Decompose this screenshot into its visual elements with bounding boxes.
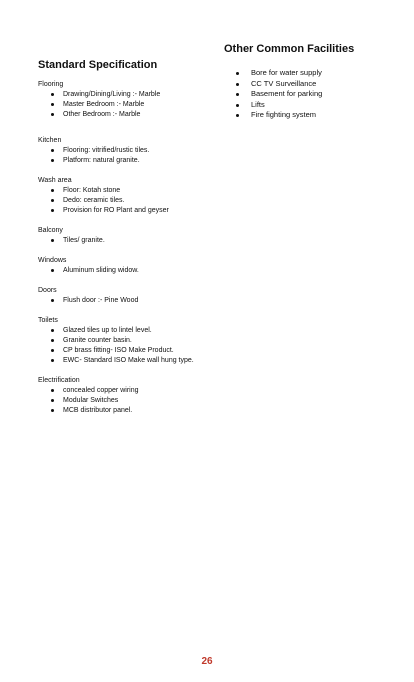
bullet-icon — [51, 113, 54, 116]
item-text: CP brass fitting- ISO Make Product. — [63, 347, 174, 354]
item-text: Glazed tiles up to lintel level. — [63, 327, 152, 334]
list-item — [38, 90, 228, 100]
list-item — [38, 110, 228, 120]
bullet-icon — [236, 114, 239, 117]
item-text: Flush door :- Pine Wood — [63, 297, 139, 304]
section-items — [38, 146, 228, 166]
section-items — [38, 90, 228, 120]
item-text: Dedo: ceramic tiles. — [63, 197, 125, 204]
section-doors — [38, 286, 228, 306]
other-common-facilities-heading: Other Common Facilities — [224, 43, 355, 55]
bullet-icon — [51, 239, 54, 242]
list-item — [38, 356, 228, 366]
facility-item — [224, 89, 394, 100]
item-text: Flooring: vitrified/rustic tiles. — [63, 147, 150, 154]
section-balcony — [38, 226, 228, 246]
list-item — [38, 296, 228, 306]
facility-text: Fire fighting system — [251, 110, 317, 120]
section-electrification — [38, 376, 228, 416]
item-text: Tiles/ granite. — [63, 237, 105, 244]
bullet-icon — [51, 189, 54, 192]
item-text: Platform: natural granite. — [63, 157, 140, 164]
list-item — [38, 406, 228, 416]
item-text: Other Bedroom :- Marble — [63, 111, 141, 118]
item-text: MCB distributor panel. — [63, 407, 133, 414]
section-flooring — [38, 80, 228, 120]
section-items — [38, 296, 228, 306]
bullet-icon — [51, 399, 54, 402]
section-title: Doors — [38, 287, 57, 294]
section-items — [38, 186, 228, 216]
bullet-icon — [51, 159, 54, 162]
bullet-icon — [51, 409, 54, 412]
item-text: EWC- Standard ISO Make wall hung type. — [63, 357, 194, 364]
section-windows — [38, 256, 228, 276]
item-text: Master Bedroom :- Marble — [63, 101, 145, 108]
list-item — [38, 196, 228, 206]
facility-text: CC TV Surveillance — [251, 78, 317, 88]
item-text: Granite counter basin. — [63, 337, 132, 344]
bullet-icon — [51, 103, 54, 106]
bullet-icon — [51, 389, 54, 392]
facility-text: Bore for water supply — [251, 68, 322, 77]
list-item — [38, 336, 228, 346]
section-items — [38, 236, 228, 246]
section-title: Toilets — [38, 317, 58, 324]
bullet-icon — [236, 104, 239, 107]
bullet-icon — [51, 93, 54, 96]
facility-item — [224, 68, 394, 79]
list-item — [38, 100, 228, 110]
list-item — [38, 206, 228, 216]
bullet-icon — [51, 329, 54, 332]
bullet-icon — [51, 349, 54, 352]
section-title: Balcony — [38, 227, 63, 234]
bullet-icon — [236, 93, 239, 96]
item-text: Floor: Kotah stone — [63, 187, 121, 194]
item-text: Provision for RO Plant and geyser — [63, 207, 169, 214]
section-title: Kitchen — [38, 137, 62, 144]
item-text: Modular Switches — [63, 397, 119, 404]
facility-item — [224, 100, 394, 111]
facility-text: Lifts — [251, 99, 265, 109]
section-title: Windows — [38, 257, 67, 264]
section-title: Wash area — [38, 177, 72, 184]
section-title: Flooring — [38, 81, 64, 88]
item-text: Aluminum sliding widow. — [63, 267, 139, 274]
list-item — [38, 156, 228, 166]
bullet-icon — [51, 359, 54, 362]
list-item — [38, 236, 228, 246]
section-items — [38, 326, 228, 366]
standard-specification-heading: Standard Specification — [38, 59, 158, 71]
facility-item — [224, 79, 394, 90]
bullet-icon — [236, 83, 239, 86]
bullet-icon — [51, 149, 54, 152]
facility-item — [224, 110, 394, 121]
bullet-icon — [236, 72, 239, 75]
list-item — [38, 346, 228, 356]
list-item — [38, 386, 228, 396]
bullet-icon — [51, 339, 54, 342]
bullet-icon — [51, 199, 54, 202]
bullet-icon — [51, 299, 54, 302]
item-text: concealed copper wiring — [63, 387, 139, 394]
specification-sections — [38, 80, 228, 426]
bullet-icon — [51, 209, 54, 212]
section-kitchen — [38, 136, 228, 166]
list-item — [38, 266, 228, 276]
list-item — [38, 396, 228, 406]
section-toilets — [38, 316, 228, 366]
list-item — [38, 186, 228, 196]
item-text: Drawing/Dining/Living :- Marble — [63, 91, 161, 98]
facility-text: Basement for parking — [251, 89, 323, 99]
facilities-list — [224, 68, 394, 121]
page-number: 26 — [201, 656, 213, 667]
list-item — [38, 326, 228, 336]
section-items — [38, 266, 228, 276]
list-item — [38, 146, 228, 156]
section-title: Electrification — [38, 377, 80, 384]
bullet-icon — [51, 269, 54, 272]
section-items — [38, 386, 228, 416]
section-wash-area — [38, 176, 228, 216]
